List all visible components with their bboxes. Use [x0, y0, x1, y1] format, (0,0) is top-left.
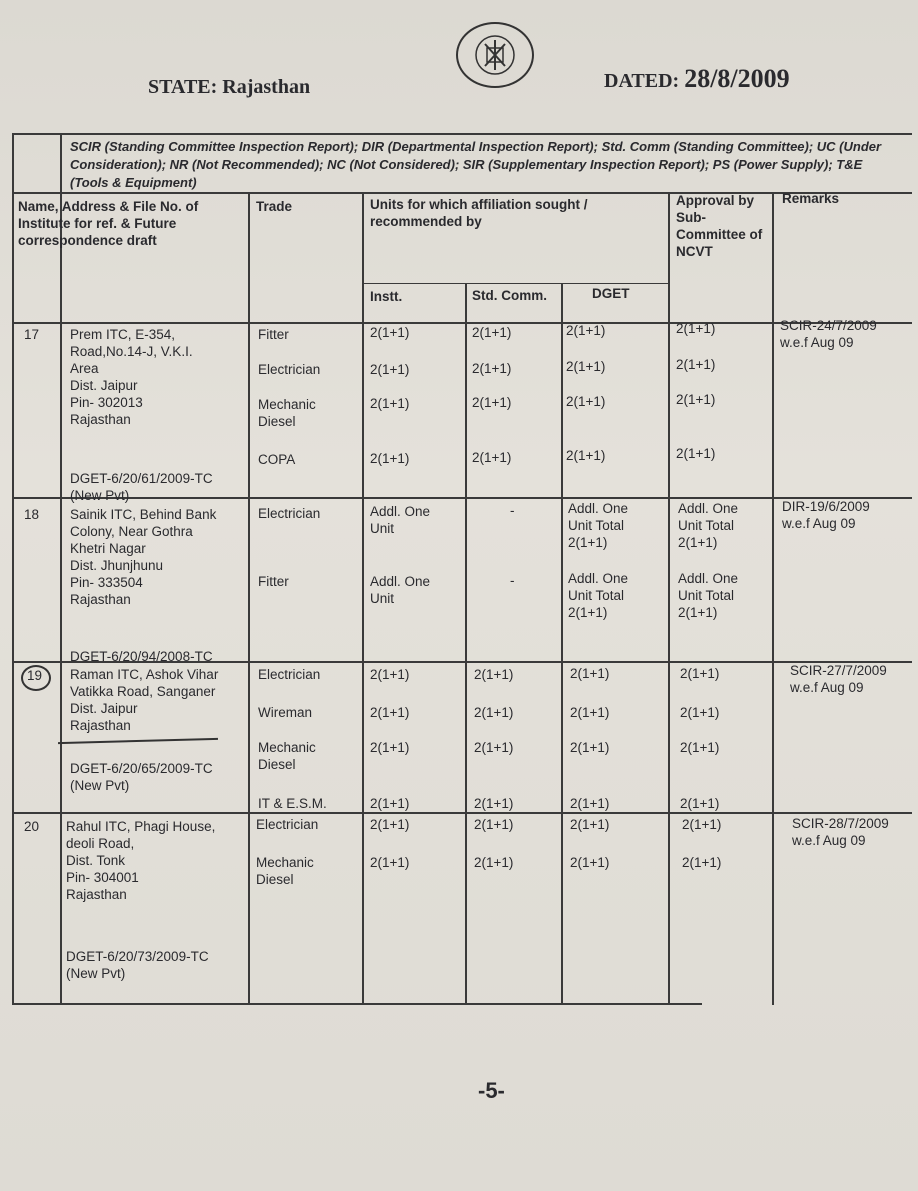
- row-19-trade-2: Wireman: [258, 705, 313, 720]
- row-20-approval-1: 2(1+1): [682, 817, 722, 832]
- row-19-instt-4: 2(1+1): [370, 796, 410, 811]
- row-19-std-3: 2(1+1): [474, 740, 514, 755]
- date-heading: [604, 64, 790, 94]
- row-19-approval-1: 2(1+1): [680, 666, 720, 681]
- row-17-dget-1: 2(1+1): [566, 323, 606, 338]
- row-17-instt-4: 2(1+1): [370, 451, 410, 466]
- row-17-approval-3: 2(1+1): [676, 392, 716, 407]
- row-19-approval-2: 2(1+1): [680, 705, 720, 720]
- row-18-trade-1: Electrician: [258, 506, 321, 521]
- row-19-dget-2: 2(1+1): [570, 705, 610, 720]
- col-header-units: Units for which affiliation sought / recommended by: [370, 197, 588, 229]
- col-header-remarks: Remarks: [782, 191, 840, 206]
- row-18-dget-1: Addl. One Unit Total 2(1+1): [568, 501, 629, 550]
- row-17-file: DGET-6/20/61/2009-TC (New Pvt): [70, 471, 213, 503]
- row-20-instt-2: 2(1+1): [370, 855, 410, 870]
- row-19-trade-1: Electrician: [258, 667, 321, 682]
- row-17-approval-2: 2(1+1): [676, 357, 716, 372]
- row-20-std-1: 2(1+1): [474, 817, 514, 832]
- row-17-std-4: 2(1+1): [472, 450, 512, 465]
- state-heading: STATE: Rajasthan: [148, 76, 311, 98]
- col-header-trade: Trade: [256, 199, 293, 214]
- row-19-dget-1: 2(1+1): [570, 666, 610, 681]
- row-20-sno: 20: [24, 819, 40, 834]
- row-20-instt-1: 2(1+1): [370, 817, 410, 832]
- row-18-file: DGET-6/20/94/2008-TC: [70, 649, 213, 664]
- row-17-instt-1: 2(1+1): [370, 325, 410, 340]
- row-20-std-2: 2(1+1): [474, 855, 514, 870]
- row-19-approval-3: 2(1+1): [680, 740, 720, 755]
- row-17-trade-3: Mechanic Diesel: [258, 397, 316, 429]
- row-17-name: Prem ITC, E-354, Road,No.14-J, V.K.I. Area Dist. Jaipur Pin- 302013 Rajasthan: [70, 327, 193, 427]
- row-19-remarks: SCIR-27/7/2009 w.e.f Aug 09: [790, 663, 887, 695]
- row-18-approval-1: Addl. One Unit Total 2(1+1): [678, 501, 739, 550]
- row-17-std-3: 2(1+1): [472, 395, 512, 410]
- row-17-std-2: 2(1+1): [472, 361, 512, 376]
- row-20-file: DGET-6/20/73/2009-TC (New Pvt): [66, 949, 209, 981]
- row-19-trade-4: IT & E.S.M.: [258, 796, 327, 811]
- col-header-std-comm: Std. Comm.: [472, 288, 548, 303]
- row-18-approval-2: Addl. One Unit Total 2(1+1): [678, 571, 739, 620]
- col-header-name: Name, Address & File No. of Institute for ref. & Future correspondence draft: [18, 199, 199, 248]
- row-17-dget-2: 2(1+1): [566, 359, 606, 374]
- row-20-remarks: SCIR-28/7/2009 w.e.f Aug 09: [792, 816, 889, 848]
- page-number: -5-: [478, 1078, 505, 1103]
- row-17-dget-3: 2(1+1): [566, 394, 606, 409]
- row-20-name: Rahul ITC, Phagi House, deoli Road, Dist. Tonk Pin- 304001 Rajasthan: [66, 819, 216, 902]
- col-header-approval: Approval by Sub-Committee of NCVT: [676, 193, 763, 259]
- dated-value: 28/8/2009: [684, 64, 790, 93]
- row-18-dget-2: Addl. One Unit Total 2(1+1): [568, 571, 629, 620]
- emblem-seal-icon: [456, 22, 534, 88]
- row-17-trade-1: Fitter: [258, 327, 289, 342]
- row-19-name: Raman ITC, Ashok Vihar Vatikka Road, Sanganer Dist. Jaipur Rajasthan: [70, 667, 219, 733]
- row-20-trade-1: Electrician: [256, 817, 319, 832]
- row-19-instt-1: 2(1+1): [370, 667, 410, 682]
- row-19-sno: 19: [27, 668, 43, 683]
- row-17-remarks: SCIR-24/7/2009 w.e.f Aug 09: [780, 318, 877, 350]
- row-17-dget-4: 2(1+1): [566, 448, 606, 463]
- row-17-instt-3: 2(1+1): [370, 396, 410, 411]
- row-18-std-2: -: [510, 573, 515, 588]
- col-header-instt: Instt.: [370, 289, 403, 304]
- row-19-dget-3: 2(1+1): [570, 740, 610, 755]
- row-19-std-2: 2(1+1): [474, 705, 514, 720]
- underline-mark: [58, 738, 218, 744]
- row-17-instt-2: 2(1+1): [370, 362, 410, 377]
- row-19-trade-3: Mechanic Diesel: [258, 740, 316, 772]
- row-19-std-1: 2(1+1): [474, 667, 514, 682]
- row-20-trade-2: Mechanic Diesel: [256, 855, 314, 887]
- row-17-std-1: 2(1+1): [472, 325, 512, 340]
- row-18-sno: 18: [24, 507, 40, 522]
- row-20-approval-2: 2(1+1): [682, 855, 722, 870]
- row-20-dget-2: 2(1+1): [570, 855, 610, 870]
- row-18-std-1: -: [510, 503, 515, 518]
- row-20-dget-1: 2(1+1): [570, 817, 610, 832]
- row-18-trade-2: Fitter: [258, 574, 289, 589]
- row-17-approval-1: 2(1+1): [676, 321, 716, 336]
- row-18-instt-1: Addl. One Unit: [370, 504, 431, 536]
- row-19-instt-2: 2(1+1): [370, 705, 410, 720]
- row-17-sno: 17: [24, 327, 40, 342]
- row-18-name: Sainik ITC, Behind Bank Colony, Near Gothra Khetri Nagar Dist. Jhunjhunu Pin- 333504 Rajasthan: [70, 507, 217, 607]
- row-17-approval-4: 2(1+1): [676, 446, 716, 461]
- dated-label: DATED:: [604, 70, 680, 92]
- row-18-remarks: DIR-19/6/2009 w.e.f Aug 09: [782, 499, 870, 531]
- abbreviation-legend: SCIR (Standing Committee Inspection Report); DIR (Departmental Inspection Report); Std. Comm (Standing Committee); UC (Under Consideration); NR (Not Recommended); NC (Not Considered); SIR (Supplementary Inspection Report); PS (Power Supply); T&E (Tools & Equipment): [70, 139, 882, 190]
- row-17-trade-2: Electrician: [258, 362, 321, 377]
- row-19-dget-4: 2(1+1): [570, 796, 610, 811]
- col-header-dget: DGET: [592, 286, 630, 301]
- row-18-instt-2: Addl. One Unit: [370, 574, 431, 606]
- row-19-instt-3: 2(1+1): [370, 740, 410, 755]
- row-19-file: DGET-6/20/65/2009-TC (New Pvt): [70, 761, 213, 793]
- row-19-approval-4: 2(1+1): [680, 796, 720, 811]
- row-19-std-4: 2(1+1): [474, 796, 514, 811]
- row-17-trade-4: COPA: [258, 452, 296, 467]
